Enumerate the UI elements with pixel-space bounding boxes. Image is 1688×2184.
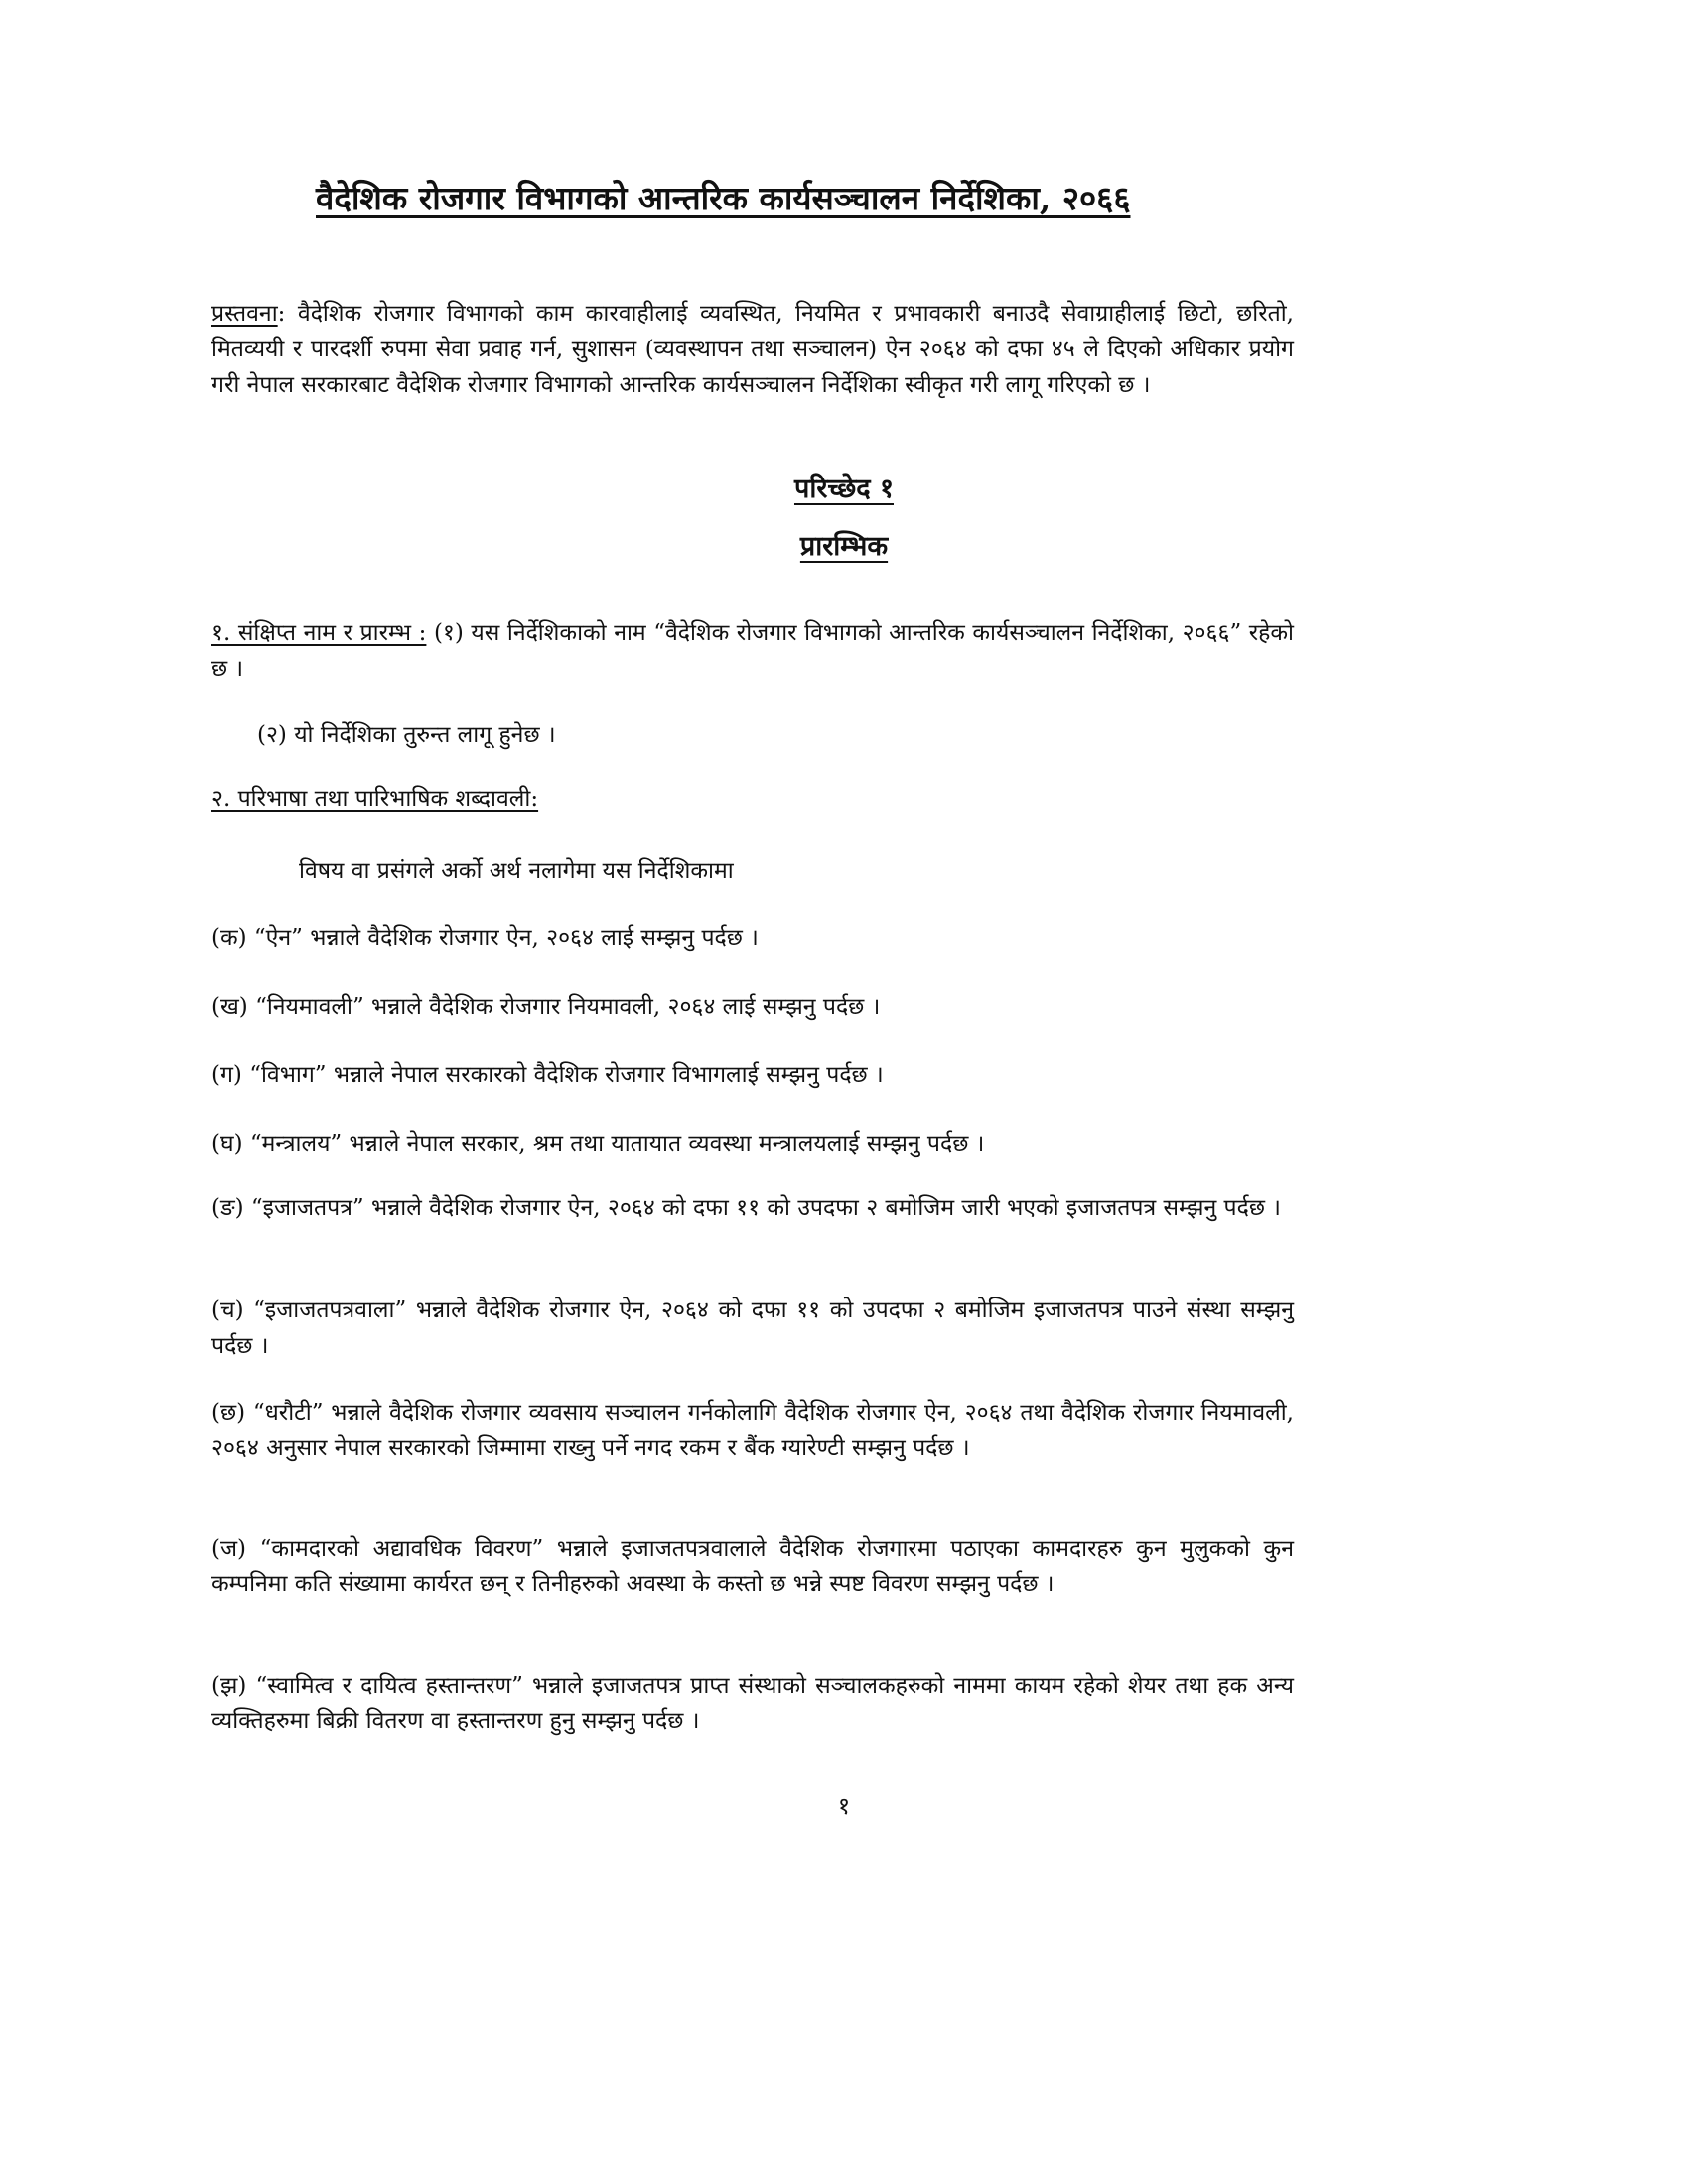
section-2-heading (211, 781, 1294, 817)
definition-ja: (ज) “कामदारको अद्यावधिक विवरण” भन्नाले इजाजतपत्रवालाले वैदेशिक रोजगारमा पठाएका कामदारहरु कुन मुलुकको कुन कम्पनिमा कति संख्यामा कार्यरत छन् र तिनीहरुको अवस्था के कस्तो छ भन्ने स्पष्ट विवरण सम्झनु पर्दछ । (211, 1536, 1294, 1597)
preamble-text: : वैदेशिक रोजगार विभागको काम कारवाहीलाई व्यवस्थित, नियमित र प्रभावकारी बनाउदै सेवाग्राहीलाई छिटो, छरितो, मितव्ययी र पारदर्शी रुपमा सेवा प्रवाह गर्न, सुशासन (व्यवस्थापन तथा सञ्चालन) ऐन २०६४ को दफा ४५ ले दिएको अधिकार प्रयोग गरी नेपाल सरकारबाट वैदेशिक रोजगार विभागको आन्तरिक कार्यसञ्चालन निर्देशिका स्वीकृत गरी लागू गरिएको छ । (211, 301, 1294, 398)
definition-gha: (घ) “मन्त्रालय” भन्नाले नेपाल सरकार, श्रम तथा यातायात व्यवस्था मन्त्रालयलाई सम्झनु पर्दछ । (211, 1131, 985, 1157)
definition-ka: (क) “ऐन” भन्नाले वैदेशिक रोजगार ऐन, २०६४ लाई सम्झनु पर्दछ । (211, 925, 759, 951)
preamble-label: प्रस्तवना (211, 301, 278, 327)
section-1-heading: १. संक्षिप्त नाम र प्रारम्भ : (211, 620, 427, 646)
definition-jha: (झ) “स्वामित्व र दायित्व हस्तान्तरण” भन्नाले इजाजतपत्र प्राप्त संस्थाको सञ्चालकहरुको नाममा कायम रहेको शेयर तथा हक अन्य व्यक्तिहरुमा बिक्री वितरण वा हस्तान्तरण हुनु सम्झनु पर्दछ । (211, 1673, 1294, 1734)
definition-chha: (छ) “धरौटी” भन्नाले वैदेशिक रोजगार व्यवसाय सञ्चालन गर्नकोलागि वैदेशिक रोजगार ऐन, २०६४ तथा वैदेशिक रोजगार नियमावली, २०६४ अनुसार नेपाल सरकारको जिम्मामा राख्नु पर्ने नगद रकम र बैंक ग्यारेण्टी सम्झनु पर्दछ । (211, 1400, 1294, 1461)
section-2-intro: विषय वा प्रसंगले अर्को अर्थ नलागेमा यस निर्देशिकामा (299, 858, 734, 884)
definition-cha: (च) “इजाजतपत्रवाला” भन्नाले वैदेशिक रोजगार ऐन, २०६४ को दफा ११ को उपदफा २ बमोजिम इजाजतपत्र पाउने संस्था सम्झनु पर्दछ । (211, 1297, 1294, 1359)
definition-ga: (ग) “विभाग” भन्नाले नेपाल सरकारको वैदेशिक रोजगार विभागलाई सम्झनु पर्दछ । (211, 1062, 884, 1088)
chapter-name: प्रारम्भिक (799, 531, 889, 562)
definition-kha: (ख) “नियमावली” भन्नाले वैदेशिक रोजगार नियमावली, २०६४ लाई सम्झनु पर्दछ । (211, 994, 881, 1020)
chapter-number: परिच्छेद १ (793, 474, 894, 504)
document-title: वैदेशिक रोजगार विभागको आन्तरिक कार्यसञ्चालन निर्देशिका, २०६६ (316, 179, 1131, 217)
definition-nga: (ङ) “इजाजतपत्र” भन्नाले वैदेशिक रोजगार ऐन, २०६४ को दफा ११ को उपदफा २ बमोजिम जारी भएको इजाजतपत्र सम्झनु पर्दछ । (211, 1195, 1281, 1221)
section-1-clause-2: (२) यो निर्देशिका तुरुन्त लागू हुनेछ । (257, 722, 556, 748)
section-1-clause-1: (१) यस निर्देशिकाको नाम “वैदेशिक रोजगार विभागको आन्तरिक कार्यसञ्चालन निर्देशिका, २०६६” रहेको छ । (211, 620, 1294, 682)
section-2-heading-text: २. परिभाषा तथा पारिभाषिक शब्दावली: (211, 786, 539, 812)
preamble (211, 296, 1294, 403)
page-number: १ (837, 1792, 851, 1820)
section-1 (211, 615, 1294, 687)
